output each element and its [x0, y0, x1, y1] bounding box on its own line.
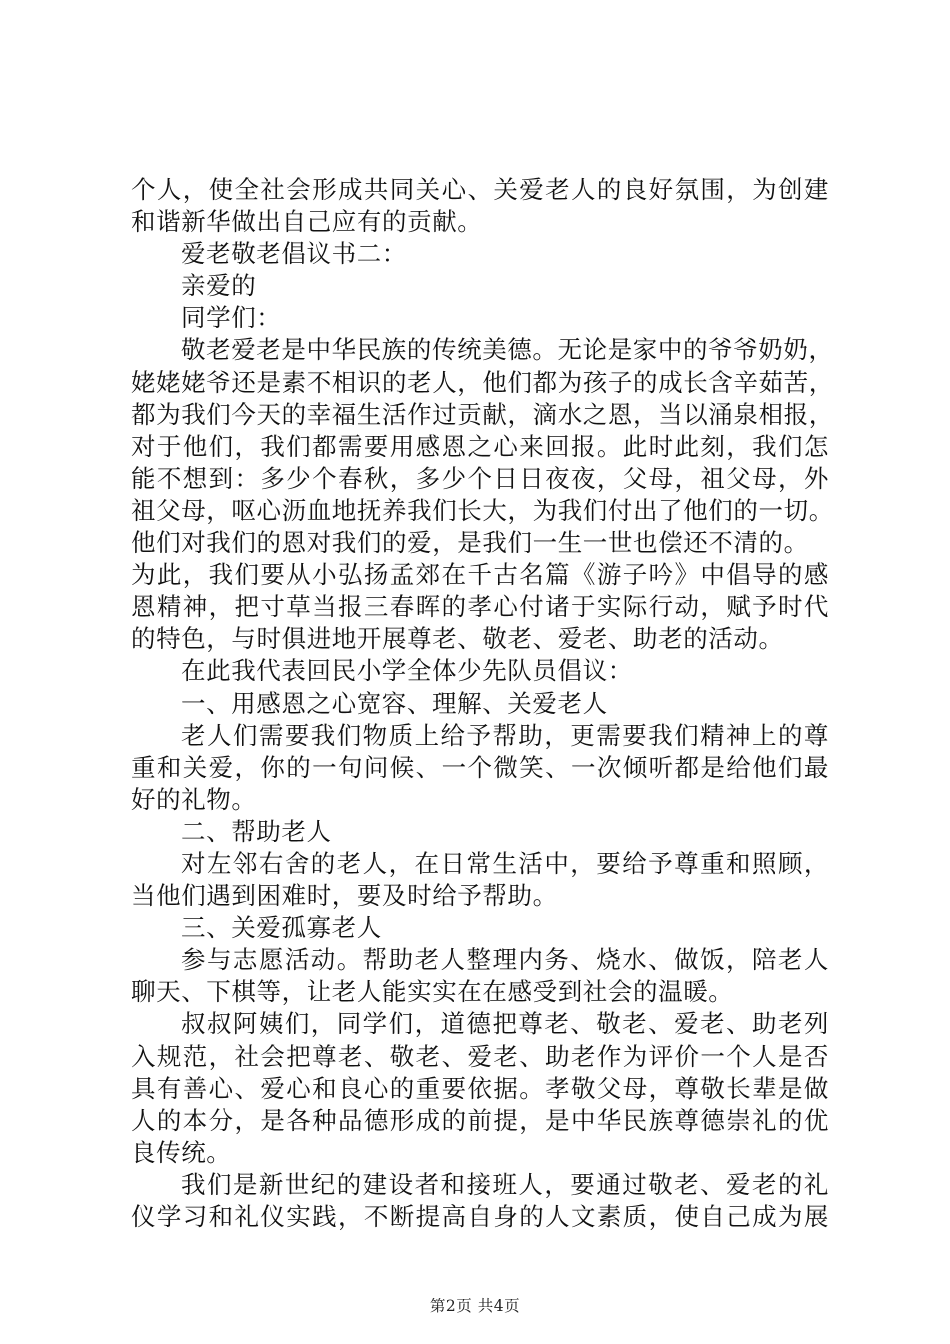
- text-line: 老人们需要我们物质上给予帮助，更需要我们精神上的尊: [181, 720, 829, 750]
- text-line: 好的礼物。: [131, 784, 257, 814]
- text-line: 都为我们今天的幸福生活作过贡献，滴水之恩，当以涌泉相报，: [131, 399, 834, 429]
- text-line: 对左邻右舍的老人，在日常生活中，要给予尊重和照顾，: [181, 848, 829, 878]
- text-line: 为此，我们要从小弘扬孟郊在千古名篇《游子吟》中倡导的感: [131, 560, 829, 590]
- text-line: 聊天、下棋等，让老人能实实在在感受到社会的温暖。: [131, 977, 734, 1007]
- page-footer: 第2页 共4页: [429, 1297, 521, 1315]
- text-line: 的特色，与时俱进地开展尊老、敬老、爱老、助老的活动。: [131, 624, 784, 654]
- text-line: 仪学习和礼仪实践，不断提高自身的人文素质，使自己成为展: [131, 1202, 829, 1231]
- text-line: 参与志愿活动。帮助老人整理内务、烧水、做饭，陪老人: [181, 945, 829, 975]
- text-line: 对于他们，我们都需要用感恩之心来回报。此时此刻，我们怎: [131, 431, 829, 461]
- text-line: 和谐新华做出自己应有的贡献。: [131, 207, 483, 237]
- text-line: 叔叔阿姨们，同学们，道德把尊老、敬老、爱老、助老列: [181, 1009, 829, 1039]
- text-line: 敬老爱老是中华民族的传统美德。无论是家中的爷爷奶奶，: [181, 335, 834, 365]
- text-line: 在此我代表回民小学全体少先队员倡议：: [181, 656, 633, 686]
- text-line: 一、用感恩之心宽容、理解、关爱老人: [181, 688, 608, 718]
- text-line: 姥姥姥爷还是素不相识的老人，他们都为孩子的成长含辛茹苦，: [131, 367, 834, 397]
- text-line: 祖父母，呕心沥血地抚养我们长大，为我们付出了他们的一切。: [131, 495, 834, 525]
- text-line: 我们是新世纪的建设者和接班人，要通过敬老、爱老的礼: [181, 1169, 829, 1199]
- text-line: 重和关爱，你的一句问候、一个微笑、一次倾听都是给他们最: [131, 752, 829, 782]
- document-body: [131, 174, 834, 1233]
- text-line: 同学们：: [181, 303, 282, 333]
- text-line: 入规范，社会把尊老、敬老、爱老、助老作为评价一个人是否: [131, 1041, 829, 1071]
- text-line: 亲爱的: [181, 271, 257, 301]
- text-line: 爱老敬老倡议书二：: [181, 239, 407, 269]
- text-line: 三、关爱孤寡老人: [181, 913, 382, 943]
- text-line: 良传统。: [131, 1137, 232, 1167]
- text-line: 人的本分，是各种品德形成的前提，是中华民族尊德崇礼的优: [131, 1105, 829, 1135]
- text-line: 能不想到：多少个春秋，多少个日日夜夜，父母，祖父母，外: [131, 463, 829, 493]
- text-line: 恩精神，把寸草当报三春晖的孝心付诸于实际行动，赋予时代: [131, 592, 829, 622]
- text-line: 二、帮助老人: [181, 816, 332, 846]
- text-line: 他们对我们的恩对我们的爱，是我们一生一世也偿还不清的。: [131, 528, 809, 558]
- text-line: 个人，使全社会形成共同关心、关爱老人的良好氛围，为创建: [131, 175, 829, 204]
- text-line: 当他们遇到困难时，要及时给予帮助。: [131, 881, 558, 911]
- text-line: 具有善心、爱心和良心的重要依据。孝敬父母，尊敬长辈是做: [131, 1073, 829, 1103]
